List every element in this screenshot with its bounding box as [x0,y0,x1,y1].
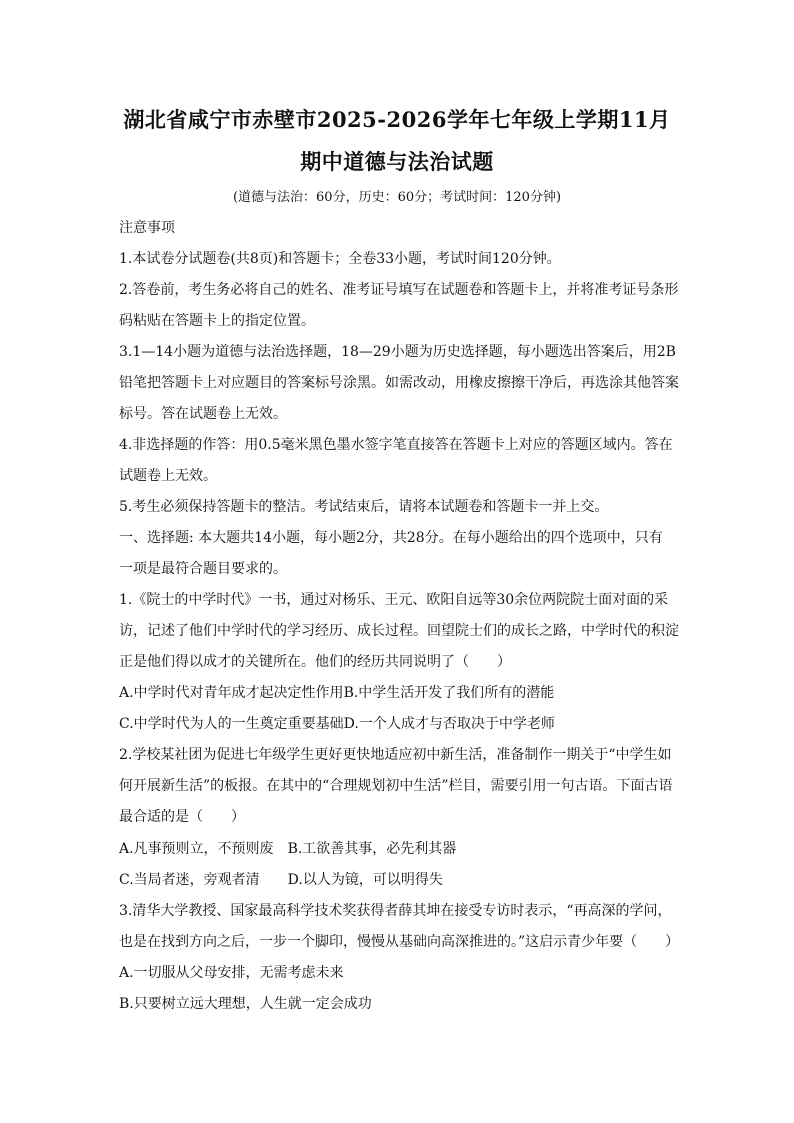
question-2-stem: 最合适的是（ ） [119,809,245,825]
question-3-stem: 也是在找到方向之后，一步一个脚印，慢慢从基础向高深推进的。”这启示青少年要（ ） [119,934,680,950]
question-1-stem: 1.《院士的中学时代》一书，通过对杨乐、王元、欧阳自远等30余位两院院士面对面的采 [119,592,669,608]
notice-line: 1.本试卷分试题卷(共8页)和答题卡；全卷33小题，考试时间120分钟。 [119,251,561,267]
exam-title-line-2: 期中道德与法治试题 [300,149,494,174]
notice-line: 标号。答在试题卷上无效。 [119,406,287,422]
option-a[interactable]: A.中学时代对青年成才起决定性作用 [119,685,344,701]
question-1-options-row [119,684,554,702]
notice-line: 5.考生必须保持答题卡的整洁。考试结束后，请将本试题卷和答题卡一并上交。 [119,499,609,515]
option-d[interactable]: D.一个人成才与否取决于中学老师 [343,716,555,732]
option-b[interactable]: B.中学生活开发了我们所有的潜能 [343,685,555,701]
notice-line: 4.非选择题的作答：用0.5毫米黑色墨水签字笔直接答在答题卡上对应的答题区域内。答在 [119,437,673,453]
option-c[interactable]: C.当局者迷，旁观者清 [119,872,260,888]
question-2-stem: 何开展新生活”的板报。在其中的“合理规划初中生活”栏目，需要引用一句古语。下面古语 [119,778,673,794]
question-1-stem: 访，记述了他们中学时代的学习经历、成长过程。回望院士们的成长之路，中学时代的积淀 [119,623,679,639]
question-2-options-row [119,840,456,858]
question-3-stem: 3.清华大学教授、国家最高科学技术奖获得者薛其坤在接受专访时表示，“再高深的学问， [119,903,672,919]
option-c[interactable]: C.中学时代为人的一生奠定重要基础 [119,716,344,732]
section-intro-line: 一项是最符合题目要求的。 [119,561,287,577]
exam-info: (道德与法治：60分，历史：60分；考试时间：120分钟) [232,190,562,205]
exam-title-line-1: 湖北省咸宁市赤壁市2025-2026学年七年级上学期11月 [123,107,671,132]
option-b[interactable]: B.工欲善其事，必先利其器 [287,841,457,857]
notice-line: 2.答卷前，考生务必将自己的姓名、准考证号填写在试题卷和答题卡上，并将准考证号条形 [119,282,679,298]
section-intro-line: 一、选择题: 本大题共14小题，每小题2分，共28分。在每小题给出的四个选项中，只有 [119,530,663,546]
notice-heading: 注意事项 [119,220,175,236]
question-2-stem: 2.学校某社团为促进七年级学生更好更快地适应初中新生活，准备制作一期关于“中学生如 [119,747,672,763]
notice-line: 3.1—14小题为道德与法治选择题，18—29小题为历史选择题，每小题选出答案后，用2B [119,344,676,360]
notice-line: 码粘贴在答题卡上的指定位置。 [119,313,315,329]
question-3-option-b[interactable]: B.只要树立远大理想，人生就一定会成功 [119,996,372,1012]
question-1-options-row [119,715,555,733]
notice-line: 铅笔把答题卡上对应题目的答案标号涂黑。如需改动，用橡皮擦擦干净后，再选涂其他答案 [119,375,679,391]
option-d[interactable]: D.以人为镜，可以明得失 [287,872,443,888]
question-1-stem: 正是他们得以成才的关键所在。他们的经历共同说明了（ ） [119,654,511,670]
option-a[interactable]: A.凡事预则立，不预则废 [119,841,274,857]
question-3-option-a[interactable]: A.一切服从父母安排，无需考虑未来 [119,965,344,981]
question-2-options-row [119,871,443,889]
notice-line: 试题卷上无效。 [119,468,217,484]
